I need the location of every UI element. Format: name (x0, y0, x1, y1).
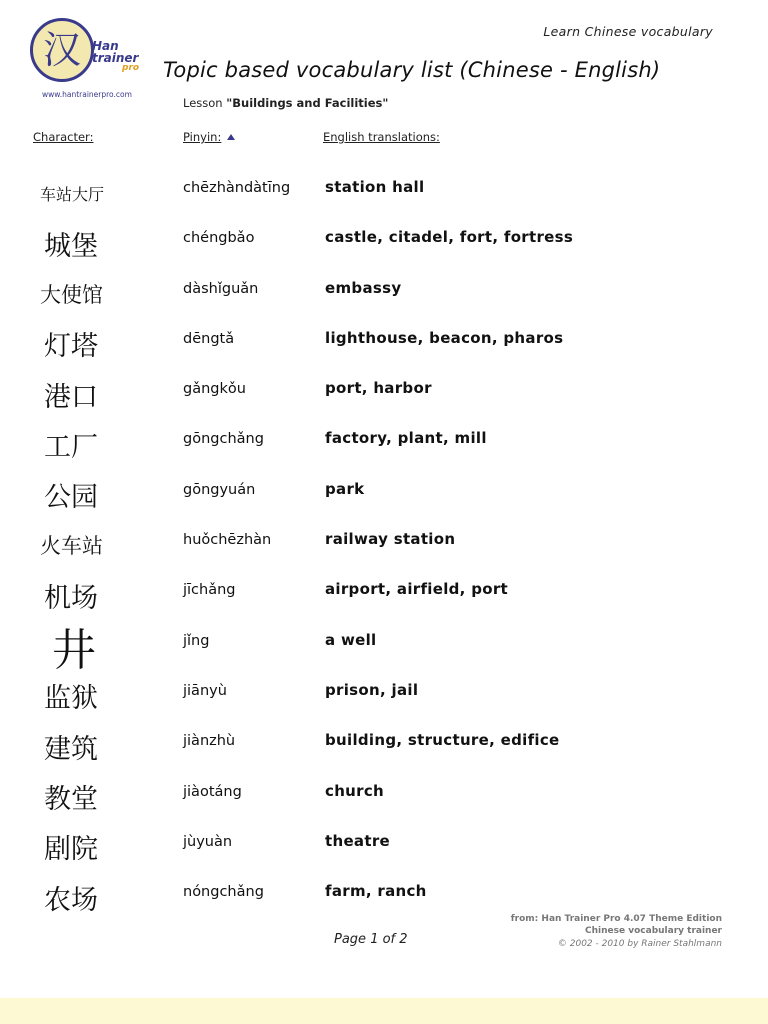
vocabulary-english: building, structure, edifice (325, 731, 560, 750)
page-title: Topic based vocabulary list (Chinese - English) (163, 58, 661, 82)
vocabulary-english: factory, plant, mill (325, 429, 487, 448)
vocabulary-pinyin: jiàotáng (183, 783, 242, 800)
vocabulary-pinyin: jiànzhù (183, 733, 236, 750)
column-header-pinyin-label: Pinyin: (183, 130, 222, 144)
footer-copyright: © 2002 - 2010 by Rainer Stahlmann (557, 939, 722, 949)
logo-name-line2: trainer (92, 51, 139, 65)
logo-url: www.hantrainerpro.com (42, 90, 132, 99)
lesson-heading (183, 96, 388, 110)
vocabulary-english: port, harbor (325, 379, 432, 398)
logo-circle (30, 18, 94, 82)
vocabulary-character: 火车站 (40, 534, 103, 559)
vocabulary-row (0, 570, 768, 620)
vocabulary-row (0, 419, 768, 469)
vocabulary-english: prison, jail (325, 680, 419, 699)
vocabulary-english: railway station (325, 530, 456, 549)
logo-pro: pro (122, 63, 140, 73)
vocabulary-row (0, 470, 768, 520)
vocabulary-english: castle, citadel, fort, fortress (325, 228, 574, 247)
vocabulary-row (0, 269, 768, 319)
lesson-name: "Buildings and Facilities" (226, 96, 389, 110)
vocabulary-character: 城堡 (44, 230, 98, 262)
vocabulary-pinyin: jùyuàn (183, 833, 233, 850)
vocabulary-english: theatre (325, 831, 390, 850)
vocabulary-pinyin: nóngchǎng (183, 884, 264, 901)
vocabulary-row (0, 822, 768, 872)
han-trainer-logo (30, 18, 145, 103)
vocabulary-row (0, 721, 768, 771)
vocabulary-character: 剧院 (44, 834, 98, 866)
column-header-pinyin[interactable] (183, 130, 235, 144)
vocabulary-english: a well (325, 630, 377, 649)
logo-wordmark (92, 40, 139, 74)
vocabulary-character: 公园 (44, 482, 98, 514)
vocabulary-row (0, 319, 768, 369)
vocabulary-character: 工厂 (44, 431, 98, 463)
column-header-character: Character: (33, 130, 94, 144)
footer-source-line1: from: Han Trainer Pro 4.07 Theme Edition (510, 914, 722, 924)
vocabulary-english: park (325, 479, 365, 498)
vocabulary-character: 监狱 (44, 683, 98, 715)
vocabulary-character: 港口 (44, 381, 98, 413)
vocabulary-pinyin: dàshǐguǎn (183, 280, 259, 297)
tagline: Learn Chinese vocabulary (543, 24, 713, 39)
vocabulary-character: 井 (52, 624, 96, 676)
vocabulary-english: embassy (325, 278, 402, 297)
vocabulary-character: 车站大厅 (40, 184, 105, 204)
vocabulary-english: airport, airfield, port (325, 580, 509, 599)
vocabulary-character: 教堂 (44, 784, 98, 816)
vocabulary-row (0, 218, 768, 268)
vocabulary-character: 大使馆 (40, 282, 103, 307)
vocabulary-row (0, 520, 768, 570)
vocabulary-pinyin: huǒchēzhàn (183, 532, 272, 549)
vocabulary-pinyin: jiānyù (183, 682, 227, 699)
vocabulary-character: 建筑 (44, 733, 98, 765)
vocabulary-english: church (325, 781, 385, 800)
vocabulary-row (0, 369, 768, 419)
vocabulary-pinyin: dēngtǎ (183, 330, 235, 347)
vocabulary-row (0, 671, 768, 721)
vocabulary-character: 灯塔 (44, 331, 98, 363)
footer-source-line2: Chinese vocabulary trainer (585, 926, 722, 936)
footer-source (511, 913, 722, 937)
vocabulary-character: 农场 (44, 884, 98, 916)
column-header-english: English translations: (323, 130, 440, 144)
sort-ascending-icon (227, 134, 235, 140)
lesson-prefix: Lesson (183, 96, 223, 110)
vocabulary-character: 机场 (44, 582, 98, 614)
vocabulary-pinyin: gōngchǎng (183, 431, 264, 448)
bottom-band (0, 998, 768, 1024)
vocabulary-row (0, 772, 768, 822)
vocabulary-english: farm, ranch (325, 882, 427, 901)
logo-name-line1: Han (92, 39, 119, 53)
vocabulary-list (0, 168, 768, 922)
vocabulary-row (0, 168, 768, 218)
vocabulary-pinyin: chēzhàndàtīng (183, 180, 291, 196)
vocabulary-pinyin: jǐng (183, 632, 210, 649)
vocabulary-english: station hall (325, 178, 425, 196)
vocabulary-pinyin: jīchǎng (183, 582, 236, 599)
vocabulary-row (0, 621, 768, 676)
vocabulary-pinyin: chéngbǎo (183, 230, 255, 247)
page-number: Page 1 of 2 (334, 932, 408, 947)
vocabulary-pinyin: gǎngkǒu (183, 381, 246, 398)
logo-character: 汉 (42, 28, 81, 72)
vocabulary-pinyin: gōngyuán (183, 481, 256, 498)
vocabulary-english: lighthouse, beacon, pharos (325, 328, 564, 347)
